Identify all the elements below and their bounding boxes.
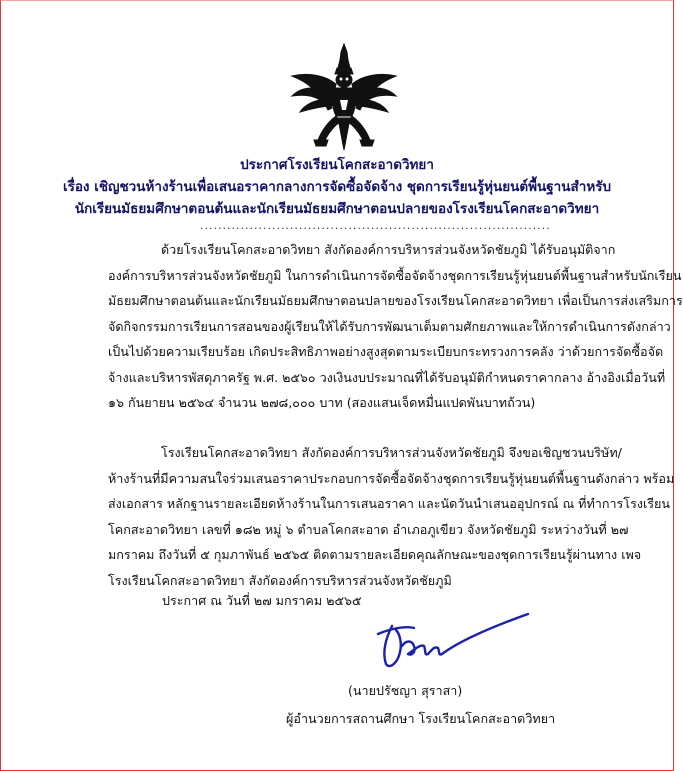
paragraph-line: ห้างร้านที่มีความสนใจร่วมเสนอราคาประกอบการจัดซื้อจัดจ้างชุดการเรียนรู้หุ่นยนต์พื้นฐานดังกล่าว พร้อม <box>108 470 675 486</box>
subject-line-1: เรื่อง เชิญชวนห้างร้านเพื่อเสนอราคากลางการจัดซื้อจัดจ้าง ชุดการเรียนรู้หุ่นยนต์พื้นฐานสำหรับ <box>62 179 612 195</box>
handwritten-signature <box>372 604 532 676</box>
paragraph-2 <box>108 440 675 593</box>
signer-position: ผู้อำนวยการสถานศึกษา โรงเรียนโคกสะอาดวิทยา <box>286 711 556 726</box>
paragraph-line: จัดกิจกรรมการเรียนการสอนของผู้เรียนให้ได้รับการพัฒนาเต็มตามศักยภาพและให้การดำเนินการดังกล่าว <box>108 318 671 334</box>
paragraph-1 <box>108 237 683 416</box>
garuda-emblem-icon <box>288 42 400 152</box>
paragraph-line: โรงเรียนโคกสะอาดวิทยา สังกัดองค์การบริหารส่วนจังหวัดชัยภูมิ จึงขอเชิญชวนบริษัท/ <box>161 445 622 460</box>
paragraph-line: องค์การบริหารส่วนจังหวัดชัยภูมิ ในการดำเนินการจัดซื้อจัดจ้างชุดการเรียนรู้หุ่นยนต์พื้นฐานสำหรับนักเรียน <box>108 267 682 283</box>
paragraph-line: มกราคม ถึงวันที่ ๕ กุมภาพันธ์ ๒๕๖๕ ติดตามรายละเอียดคุณลักษณะของชุดการเรียนรู้ผ่านทาง เพจ <box>108 547 642 562</box>
paragraph-line: โคกสะอาดวิทยา เลขที่ ๑๘๒ หมู่ ๖ ตำบลโคกสะอาด อำเภอภูเขียว จังหวัดชัยภูมิ ระหว่างวันที่ ๒๗ <box>108 521 629 537</box>
paragraph-line: มัธยมศึกษาตอนต้นและนักเรียนมัธยมศึกษาตอนปลายของโรงเรียนโคกสะอาดวิทยา เพื่อเป็นการส่งเสริมการ <box>108 293 683 308</box>
announce-date: ประกาศ ณ วันที่ ๒๗ มกราคม ๒๕๖๕ <box>162 593 362 608</box>
paragraph-line: ส่งเอกสาร หลักฐานรายละเอียดห้างร้านในการเสนอราคา และนัดวันนำเสนออุปกรณ์ ณ ที่ทำการโรงเรียน <box>108 496 671 511</box>
subject-line-2: นักเรียนมัธยมศึกษาตอนต้นและนักเรียนมัธยมศึกษาตอนปลายของโรงเรียนโคกสะอาดวิทยา <box>74 201 600 217</box>
paragraph-line: ๑๖ กันยายน ๒๕๖๔ จำนวน ๒๗๘,๐๐๐ บาท (สองแสนเจ็ดหมื่นแปดพันบาทถ้วน) <box>108 395 536 410</box>
paragraph-line: โรงเรียนโคกสะอาดวิทยา สังกัดองค์การบริหารส่วนจังหวัดชัยภูมิ <box>108 572 452 588</box>
document-heading: ประกาศโรงเรียนโคกสะอาดวิทยา <box>240 157 434 173</box>
signer-name: (นายปรัชญา สุราสา) <box>348 683 463 698</box>
paragraph-line: ด้วยโรงเรียนโคกสะอาดวิทยา สังกัดองค์การบริหารส่วนจังหวัดชัยภูมิ ได้รับอนุมัติจาก <box>161 242 616 257</box>
separator-dots: .............................................................................. <box>200 219 551 232</box>
paragraph-line: จ้างและบริหารพัสดุภาครัฐ พ.ศ. ๒๕๖๐ วงเงินงบประมาณที่ได้รับอนุมัติกำหนดราคากลาง อ้างอิงเมื่อวันที่ <box>108 369 666 385</box>
paragraph-line: เป็นไปด้วยความเรียบร้อย เกิดประสิทธิภาพอย่างสูงสุดตามระเบียบกระทรวงการคลัง ว่าด้วยการจัดซื้อจัด <box>108 344 664 359</box>
